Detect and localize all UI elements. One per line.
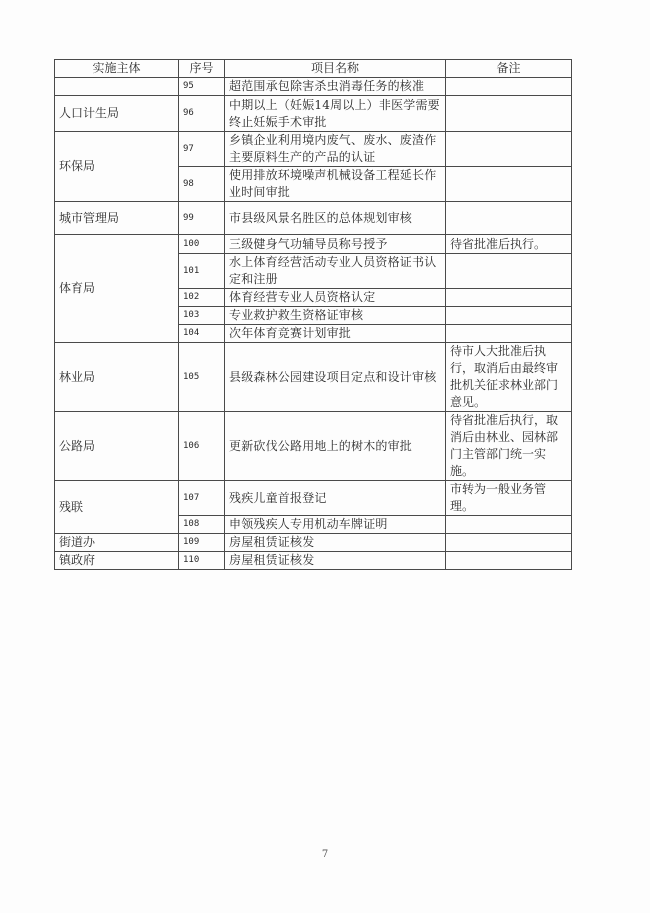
number-cell: 97 <box>179 132 225 167</box>
agency-cell: 残联 <box>55 481 179 534</box>
number-cell: 105 <box>179 343 225 412</box>
agency-cell: 林业局 <box>55 343 179 412</box>
remark-cell <box>446 552 572 570</box>
number-cell: 99 <box>179 202 225 235</box>
number-cell: 107 <box>179 481 225 516</box>
remark-cell: 待省批准后执行。 <box>446 235 572 254</box>
item-cell: 申领残疾人专用机动车牌证明 <box>225 516 446 534</box>
number-cell: 98 <box>179 167 225 202</box>
item-cell: 更新砍伐公路用地上的树木的审批 <box>225 412 446 481</box>
item-cell: 体育经营专业人员资格认定 <box>225 289 446 307</box>
number-cell: 108 <box>179 516 225 534</box>
number-cell: 103 <box>179 307 225 325</box>
table-row <box>55 78 572 96</box>
item-cell: 中期以上（妊娠14周以上）非医学需要终止妊娠手术审批 <box>225 96 446 132</box>
item-cell: 市县级风景名胜区的总体规划审核 <box>225 202 446 235</box>
agency-cell: 环保局 <box>55 132 179 202</box>
number-cell: 95 <box>179 78 225 96</box>
remark-cell <box>446 132 572 167</box>
agency-cell: 体育局 <box>55 235 179 343</box>
item-cell: 三级健身气功辅导员称号授予 <box>225 235 446 254</box>
table-header-row <box>55 60 572 78</box>
remark-cell <box>446 78 572 96</box>
remark-cell <box>446 307 572 325</box>
agency-cell <box>55 78 179 96</box>
agency-cell: 人口计生局 <box>55 96 179 132</box>
number-cell: 102 <box>179 289 225 307</box>
agency-cell: 城市管理局 <box>55 202 179 235</box>
agency-cell: 街道办 <box>55 534 179 552</box>
item-cell: 房屋租赁证核发 <box>225 552 446 570</box>
item-cell: 使用排放环境噪声机械设备工程延长作业时间审批 <box>225 167 446 202</box>
item-cell: 水上体育经营活动专业人员资格证书认定和注册 <box>225 254 446 289</box>
remark-cell <box>446 254 572 289</box>
table-row <box>55 343 572 412</box>
number-cell: 109 <box>179 534 225 552</box>
number-cell: 101 <box>179 254 225 289</box>
remark-cell <box>446 167 572 202</box>
agency-cell: 公路局 <box>55 412 179 481</box>
table-row <box>55 235 572 254</box>
remark-cell <box>446 534 572 552</box>
number-cell: 104 <box>179 325 225 343</box>
header-remark: 备注 <box>446 60 572 78</box>
remark-cell <box>446 96 572 132</box>
number-cell: 96 <box>179 96 225 132</box>
number-cell: 106 <box>179 412 225 481</box>
table-row <box>55 132 572 167</box>
remark-cell: 市转为一般业务管理。 <box>446 481 572 516</box>
table-row <box>55 534 572 552</box>
header-number: 序号 <box>179 60 225 78</box>
remark-cell <box>446 202 572 235</box>
table-row <box>55 202 572 235</box>
item-cell: 乡镇企业利用境内废气、废水、废渣作主要原料生产的产品的认证 <box>225 132 446 167</box>
number-cell: 100 <box>179 235 225 254</box>
table-row <box>55 552 572 570</box>
administrative-items-table <box>54 59 572 570</box>
table-row <box>55 412 572 481</box>
remark-cell: 待市人大批准后执行，取消后由最终审批机关征求林业部门意见。 <box>446 343 572 412</box>
remark-cell <box>446 289 572 307</box>
remark-cell <box>446 516 572 534</box>
table-row <box>55 96 572 132</box>
item-cell: 专业救护救生资格证审核 <box>225 307 446 325</box>
remark-cell <box>446 325 572 343</box>
number-cell: 110 <box>179 552 225 570</box>
table-row <box>55 481 572 516</box>
header-item: 项目名称 <box>225 60 446 78</box>
item-cell: 县级森林公园建设项目定点和设计审核 <box>225 343 446 412</box>
item-cell: 残疾儿童首报登记 <box>225 481 446 516</box>
remark-cell: 待省批准后执行，取消后由林业、园林部门主管部门统一实施。 <box>446 412 572 481</box>
agency-cell: 镇政府 <box>55 552 179 570</box>
item-cell: 超范围承包除害杀虫消毒任务的核准 <box>225 78 446 96</box>
page-number: 7 <box>321 849 329 860</box>
header-agency: 实施主体 <box>55 60 179 78</box>
item-cell: 房屋租赁证核发 <box>225 534 446 552</box>
item-cell: 次年体育竞赛计划审批 <box>225 325 446 343</box>
